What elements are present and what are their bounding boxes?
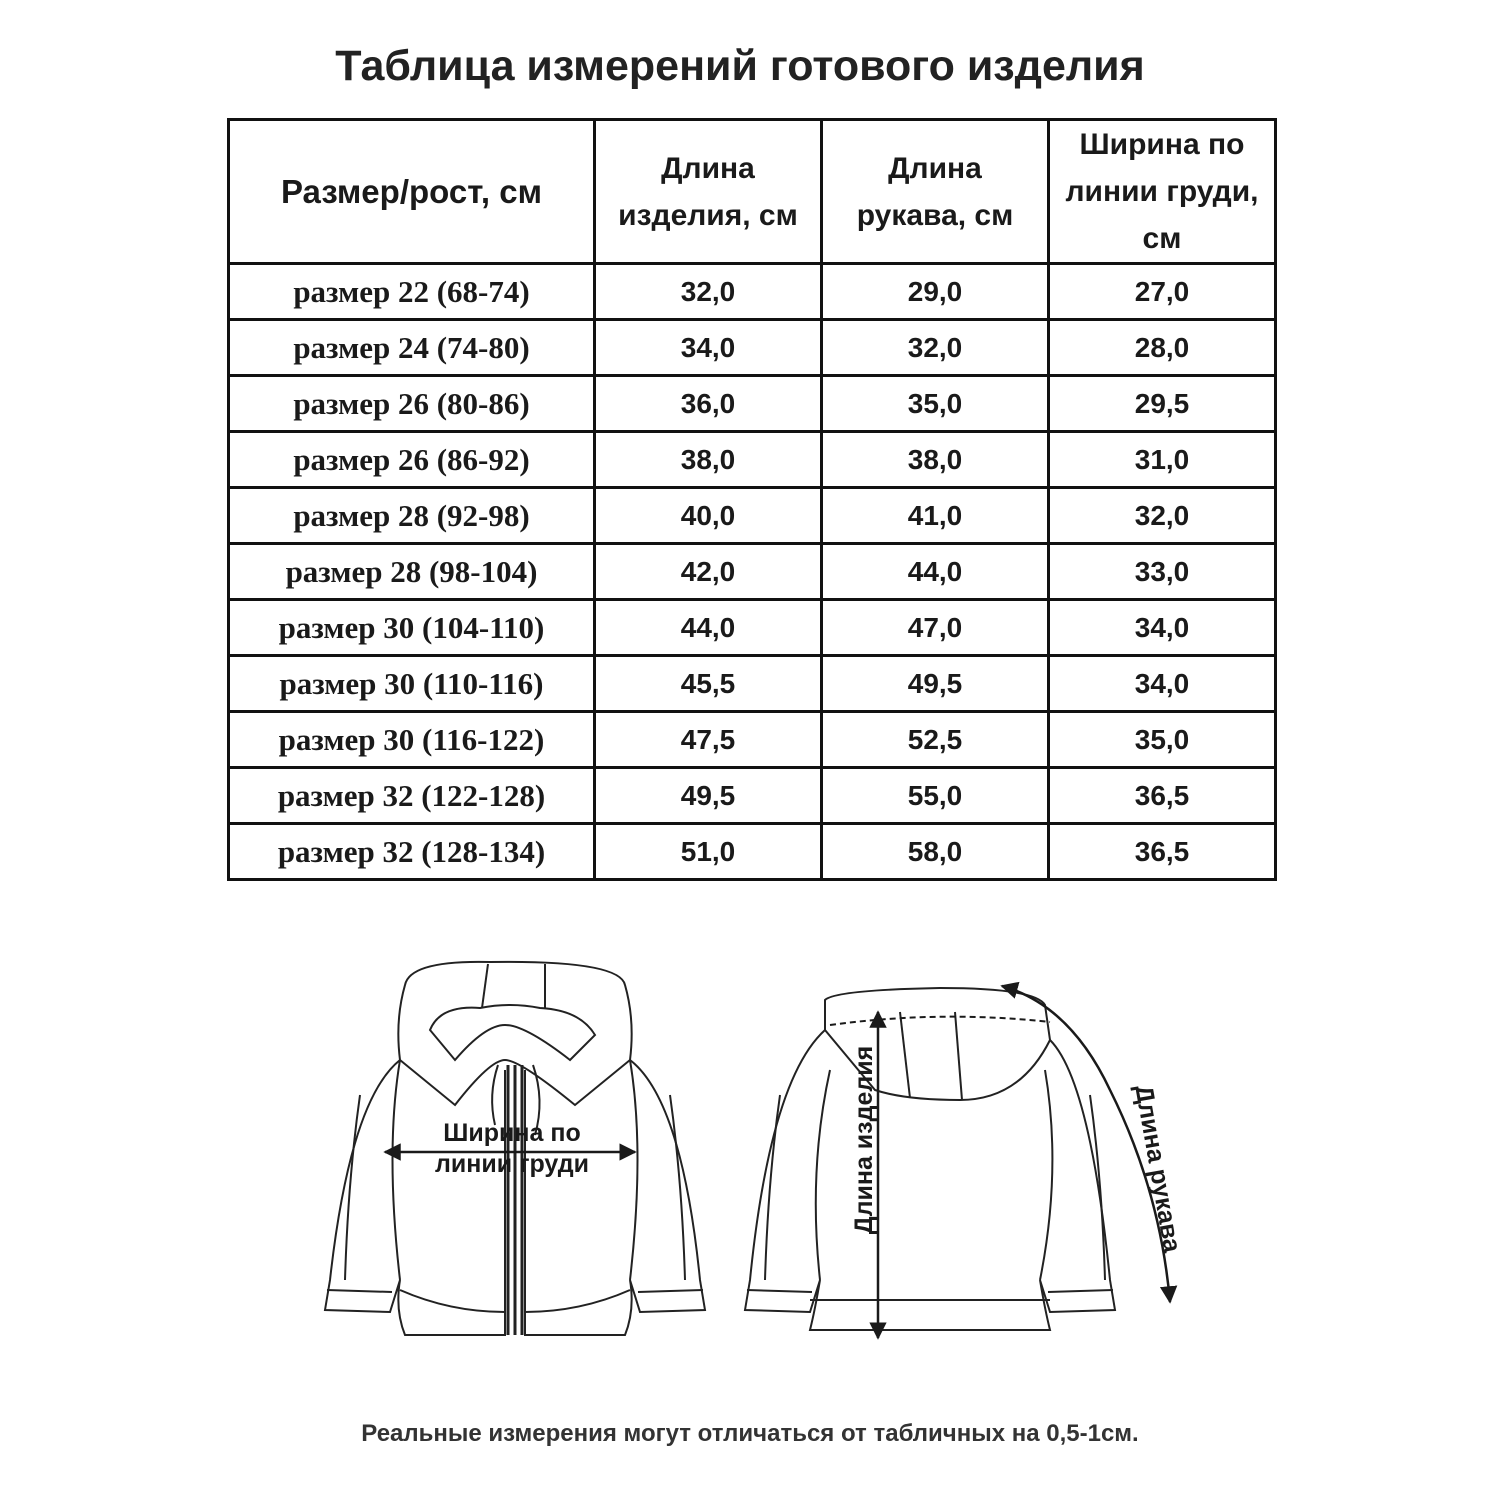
size-cell: размер 28 (92-98)	[229, 488, 595, 544]
header-length-line-2: изделия, см	[618, 198, 798, 232]
measure-cell: 58,0	[822, 824, 1049, 880]
measure-cell: 45,5	[595, 656, 822, 712]
header-length-line-1: Длина	[661, 151, 755, 185]
measure-cell: 32,0	[595, 264, 822, 320]
table-header-row	[229, 120, 1276, 264]
header-length	[595, 120, 822, 264]
header-size	[229, 120, 595, 264]
measure-cell: 33,0	[1049, 544, 1276, 600]
measure-cell: 35,0	[1049, 712, 1276, 768]
measure-cell: 29,5	[1049, 376, 1276, 432]
garment-diagram	[290, 950, 1210, 1360]
measure-cell: 49,5	[822, 656, 1049, 712]
measure-cell: 32,0	[1049, 488, 1276, 544]
measure-cell: 35,0	[822, 376, 1049, 432]
chest-label-line-2: линии груди	[435, 1150, 589, 1178]
measure-cell: 36,5	[1049, 824, 1276, 880]
size-cell: размер 30 (110-116)	[229, 656, 595, 712]
length-label: Длина изделия	[850, 1045, 878, 1235]
size-cell: размер 22 (68-74)	[229, 264, 595, 320]
measure-cell: 44,0	[822, 544, 1049, 600]
header-size-line: Размер/рост, см	[280, 173, 543, 210]
measure-cell: 41,0	[822, 488, 1049, 544]
table-row	[229, 544, 1276, 600]
measure-cell: 38,0	[595, 432, 822, 488]
measure-cell: 36,5	[1049, 768, 1276, 824]
measure-cell: 47,5	[595, 712, 822, 768]
back-measurements	[830, 986, 1187, 1338]
measure-cell: 49,5	[595, 768, 822, 824]
measure-cell: 40,0	[595, 488, 822, 544]
size-cell: размер 28 (98-104)	[229, 544, 595, 600]
table-row	[229, 824, 1276, 880]
measure-cell: 32,0	[822, 320, 1049, 376]
measure-cell: 38,0	[822, 432, 1049, 488]
size-cell: размер 30 (104-110)	[229, 600, 595, 656]
table-row	[229, 768, 1276, 824]
page-title: Таблица измерений готового изделия	[335, 42, 1145, 90]
size-cell: размер 26 (80-86)	[229, 376, 595, 432]
table-body	[229, 264, 1276, 880]
table-row	[229, 712, 1276, 768]
measure-cell: 55,0	[822, 768, 1049, 824]
measure-cell: 27,0	[1049, 264, 1276, 320]
measure-cell: 36,0	[595, 376, 822, 432]
chest-width-measure	[385, 1119, 635, 1178]
table-row	[229, 376, 1276, 432]
header-chest-line-3: см	[1142, 222, 1182, 255]
measure-cell: 34,0	[1049, 600, 1276, 656]
measure-cell: 34,0	[1049, 656, 1276, 712]
measure-cell: 31,0	[1049, 432, 1276, 488]
header-sleeve-line-1: Длина	[888, 151, 982, 185]
table-row	[229, 320, 1276, 376]
table-row	[229, 600, 1276, 656]
chest-label-line-1: Ширина по	[443, 1119, 581, 1147]
size-cell: размер 32 (122-128)	[229, 768, 595, 824]
sleeve-label: Длина рукава	[1129, 1082, 1187, 1255]
table-row	[229, 656, 1276, 712]
measure-cell: 52,5	[822, 712, 1049, 768]
disclaimer-note: Реальные измерения могут отличаться от табличных на 0,5-1см.	[361, 1420, 1139, 1447]
measure-cell: 34,0	[595, 320, 822, 376]
measure-cell: 42,0	[595, 544, 822, 600]
size-table	[227, 118, 1277, 881]
back-hoodie-drawing	[745, 988, 1115, 1330]
measure-cell: 47,0	[822, 600, 1049, 656]
header-chest	[1049, 120, 1276, 264]
size-cell: размер 32 (128-134)	[229, 824, 595, 880]
size-cell: размер 24 (74-80)	[229, 320, 595, 376]
measure-cell: 44,0	[595, 600, 822, 656]
header-sleeve	[822, 120, 1049, 264]
header-sleeve-line-2: рукава, см	[856, 198, 1014, 232]
header-chest-line-1: Ширина по	[1079, 128, 1245, 161]
front-hoodie-drawing	[325, 962, 705, 1335]
measure-cell: 51,0	[595, 824, 822, 880]
table-row	[229, 488, 1276, 544]
measure-cell: 29,0	[822, 264, 1049, 320]
table-row	[229, 264, 1276, 320]
measure-cell: 28,0	[1049, 320, 1276, 376]
header-chest-line-2: линии груди,	[1065, 175, 1259, 208]
size-cell: размер 30 (116-122)	[229, 712, 595, 768]
table-row	[229, 432, 1276, 488]
size-cell: размер 26 (86-92)	[229, 432, 595, 488]
